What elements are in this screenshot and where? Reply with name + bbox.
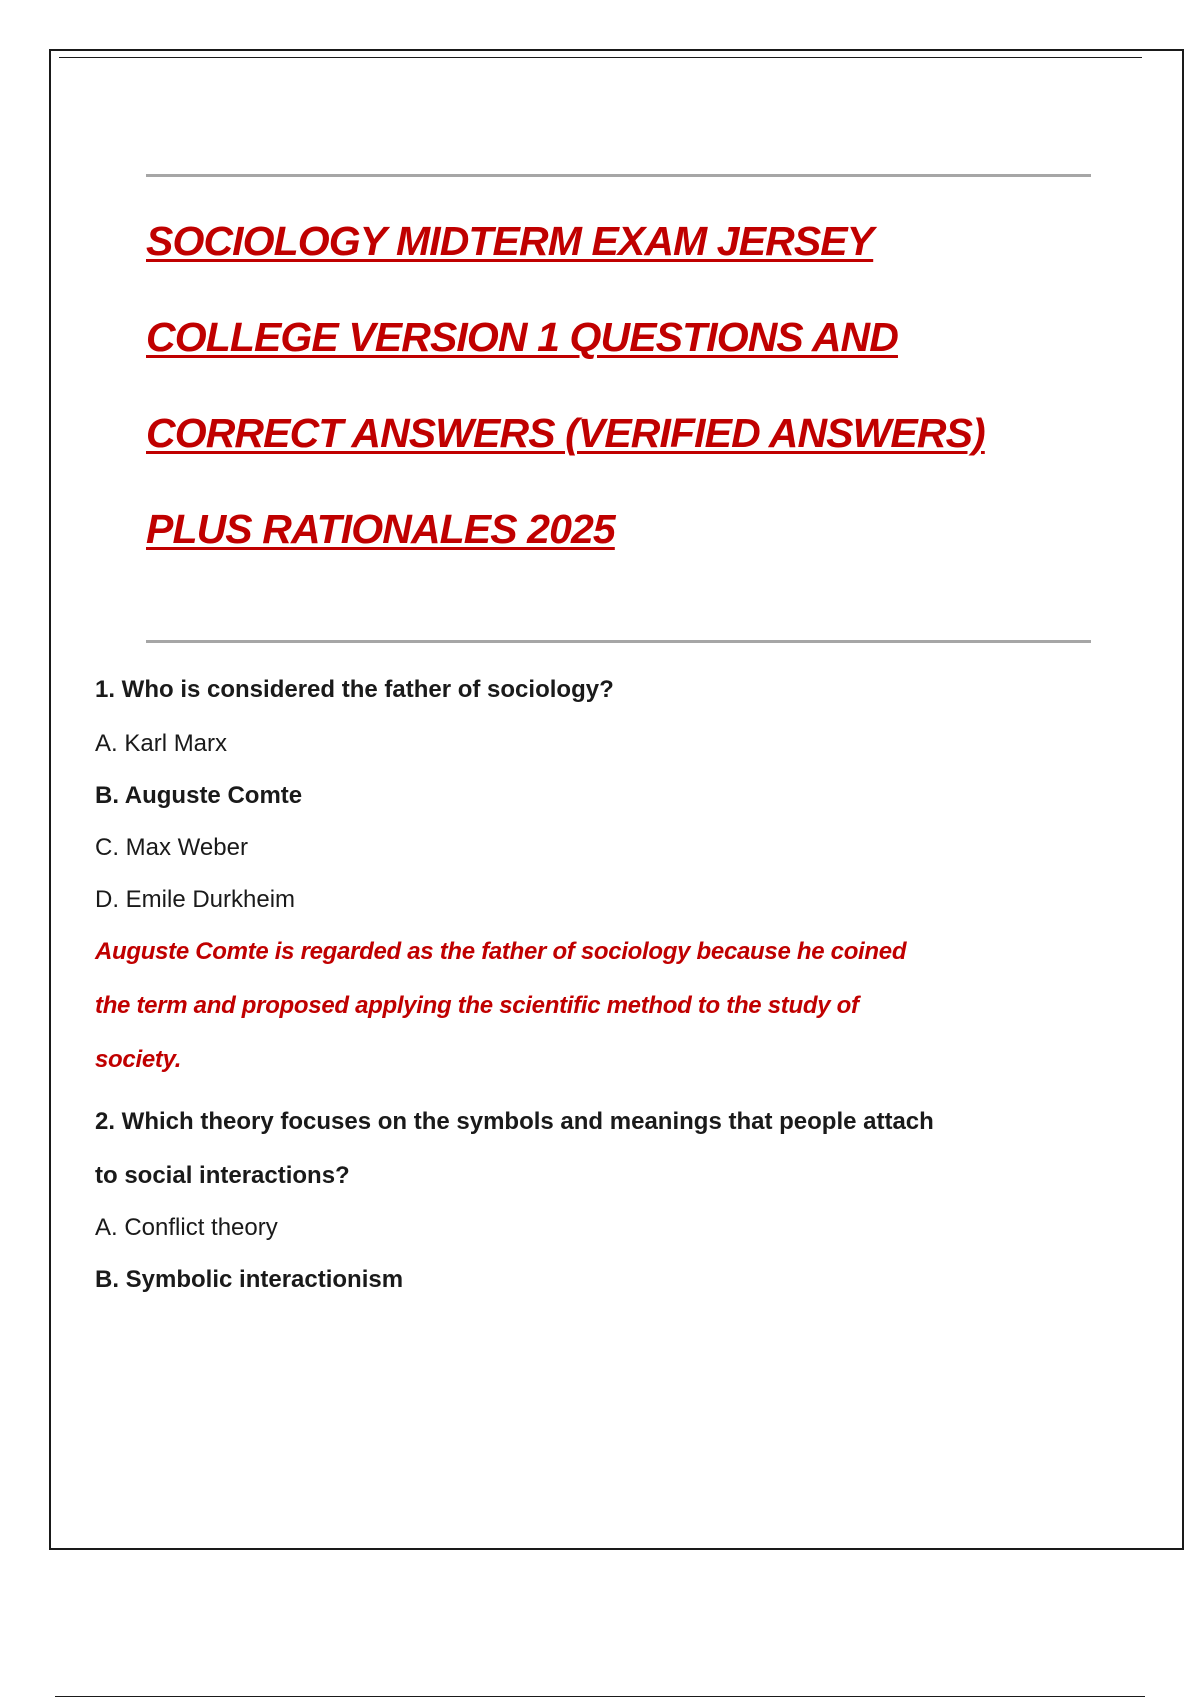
frame-top-rule — [59, 57, 1142, 58]
question-1-rationale-line-3: society. — [95, 1046, 182, 1073]
title-bottom-rule — [146, 640, 1091, 643]
question-1-option-a: A. Karl Marx — [95, 730, 228, 757]
title-line-3: CORRECT ANSWERS (VERIFIED ANSWERS) — [146, 410, 985, 456]
question-1-rationale-line-2: the term and proposed applying the scientific method to the study of — [95, 992, 859, 1019]
question-2-option-b-correct: B. Symbolic interactionism — [95, 1266, 404, 1293]
question-2-option-a: A. Conflict theory — [95, 1214, 278, 1241]
title-top-rule — [146, 174, 1091, 177]
question-2-text-line-1: 2. Which theory focuses on the symbols and meanings that people attach — [95, 1108, 934, 1135]
title-line-2: COLLEGE VERSION 1 QUESTIONS AND — [146, 314, 898, 360]
question-1-text: 1. Who is considered the father of sociology? — [95, 676, 614, 703]
question-1-option-c: C. Max Weber — [95, 834, 248, 861]
question-1-rationale-line-1: Auguste Comte is regarded as the father of sociology because he coined — [95, 938, 907, 965]
title-line-4: PLUS RATIONALES 2025 — [146, 506, 615, 552]
question-1-option-b-correct: B. Auguste Comte — [95, 782, 303, 809]
question-1-option-d: D. Emile Durkheim — [95, 886, 296, 913]
page-bottom-rule — [55, 1696, 1145, 1697]
title-line-1: SOCIOLOGY MIDTERM EXAM JERSEY — [146, 218, 874, 264]
document-title — [146, 215, 1146, 599]
question-list — [95, 675, 1085, 1295]
question-2-text-line-2: to social interactions? — [95, 1162, 350, 1189]
